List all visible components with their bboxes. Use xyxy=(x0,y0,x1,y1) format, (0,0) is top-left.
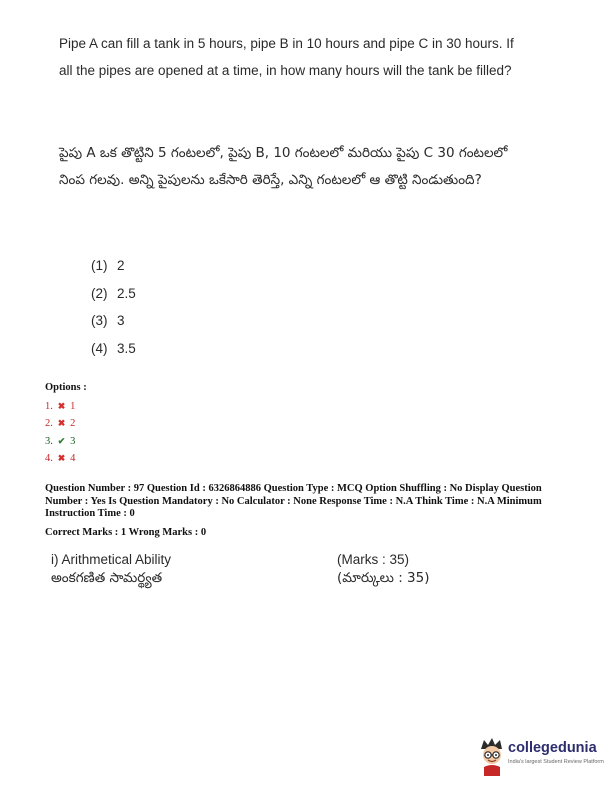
option-value: 1 xyxy=(70,400,76,412)
section-title-english: i) Arithmetical Ability xyxy=(51,552,172,567)
question-metadata xyxy=(45,483,575,539)
option-prefix: 1. xyxy=(45,400,53,412)
option-value: 4 xyxy=(70,453,76,464)
logo-name: collegedunia xyxy=(508,740,597,756)
option-1 xyxy=(45,398,87,416)
choice-text: 2.5 xyxy=(117,285,136,301)
cross-icon: ✖ xyxy=(57,418,66,428)
choice-number: (2) xyxy=(91,285,108,301)
choice-number: (3) xyxy=(91,313,108,328)
section-marks-telugu: (మార్కులు : 35) xyxy=(337,570,430,586)
choice-text: 2 xyxy=(117,258,125,273)
choice-4 xyxy=(91,335,136,363)
options-heading: Options : xyxy=(45,382,87,393)
choice-number: (4) xyxy=(91,340,108,356)
logo-tagline: India's largest Student Review Platform xyxy=(508,759,604,765)
option-value: 3 xyxy=(70,435,76,447)
option-2 xyxy=(45,415,87,433)
option-3 xyxy=(45,433,87,451)
option-prefix: 2. xyxy=(45,418,53,429)
question-text-telugu: పైపు A ఒక తొట్టిని 5 గంటలలో, పైపు B, 10 గంటలలో మరియు పైపు C 30 గంటలలో నింప గలవు. అన్ని పైపులను ఒకేసారి తెరిస్తే, ఎన్ని గంటలలో ఆ తొట్టి నిండుతుంది? xyxy=(59,145,508,188)
option-4 xyxy=(45,450,87,468)
choice-2 xyxy=(91,280,136,308)
section-row-english xyxy=(51,550,471,569)
section-title-telugu: అంకగణిత సామర్థ్యత xyxy=(51,570,163,586)
check-icon: ✔ xyxy=(57,435,66,446)
options-list xyxy=(45,380,87,468)
mascot-icon xyxy=(478,736,506,776)
section-marks-english: (Marks : 35) xyxy=(337,552,410,567)
option-prefix: 3. xyxy=(45,435,53,447)
cross-icon: ✖ xyxy=(57,453,66,463)
section-row-telugu xyxy=(51,569,471,588)
question-details: Question Number : 97 Question Id : 6326864886 Question Type : MCQ Option Shuffling : No Display Question Number : Yes Is Question Mandatory : No Calculator : None Response Time : N.A Think Time : N.A Minimum Instruction Time : 0 xyxy=(45,483,542,519)
choice-1 xyxy=(91,252,136,280)
choice-text: 3.5 xyxy=(117,340,136,356)
marks-info: Correct Marks : 1 Wrong Marks : 0 xyxy=(45,526,207,538)
option-value: 2 xyxy=(70,418,76,429)
section-header xyxy=(51,550,471,588)
collegedunia-logo xyxy=(478,736,602,776)
answer-choices xyxy=(91,252,136,362)
choice-3 xyxy=(91,307,136,335)
question-text-english: Pipe A can fill a tank in 5 hours, pipe B in 10 hours and pipe C in 30 hours. If all the pipes are opened at a time, in how many hours will the tank be filled? xyxy=(59,36,514,78)
choice-text: 3 xyxy=(117,313,125,328)
option-prefix: 4. xyxy=(45,453,53,464)
cross-icon: ✖ xyxy=(57,400,66,411)
choice-number: (1) xyxy=(91,258,108,273)
